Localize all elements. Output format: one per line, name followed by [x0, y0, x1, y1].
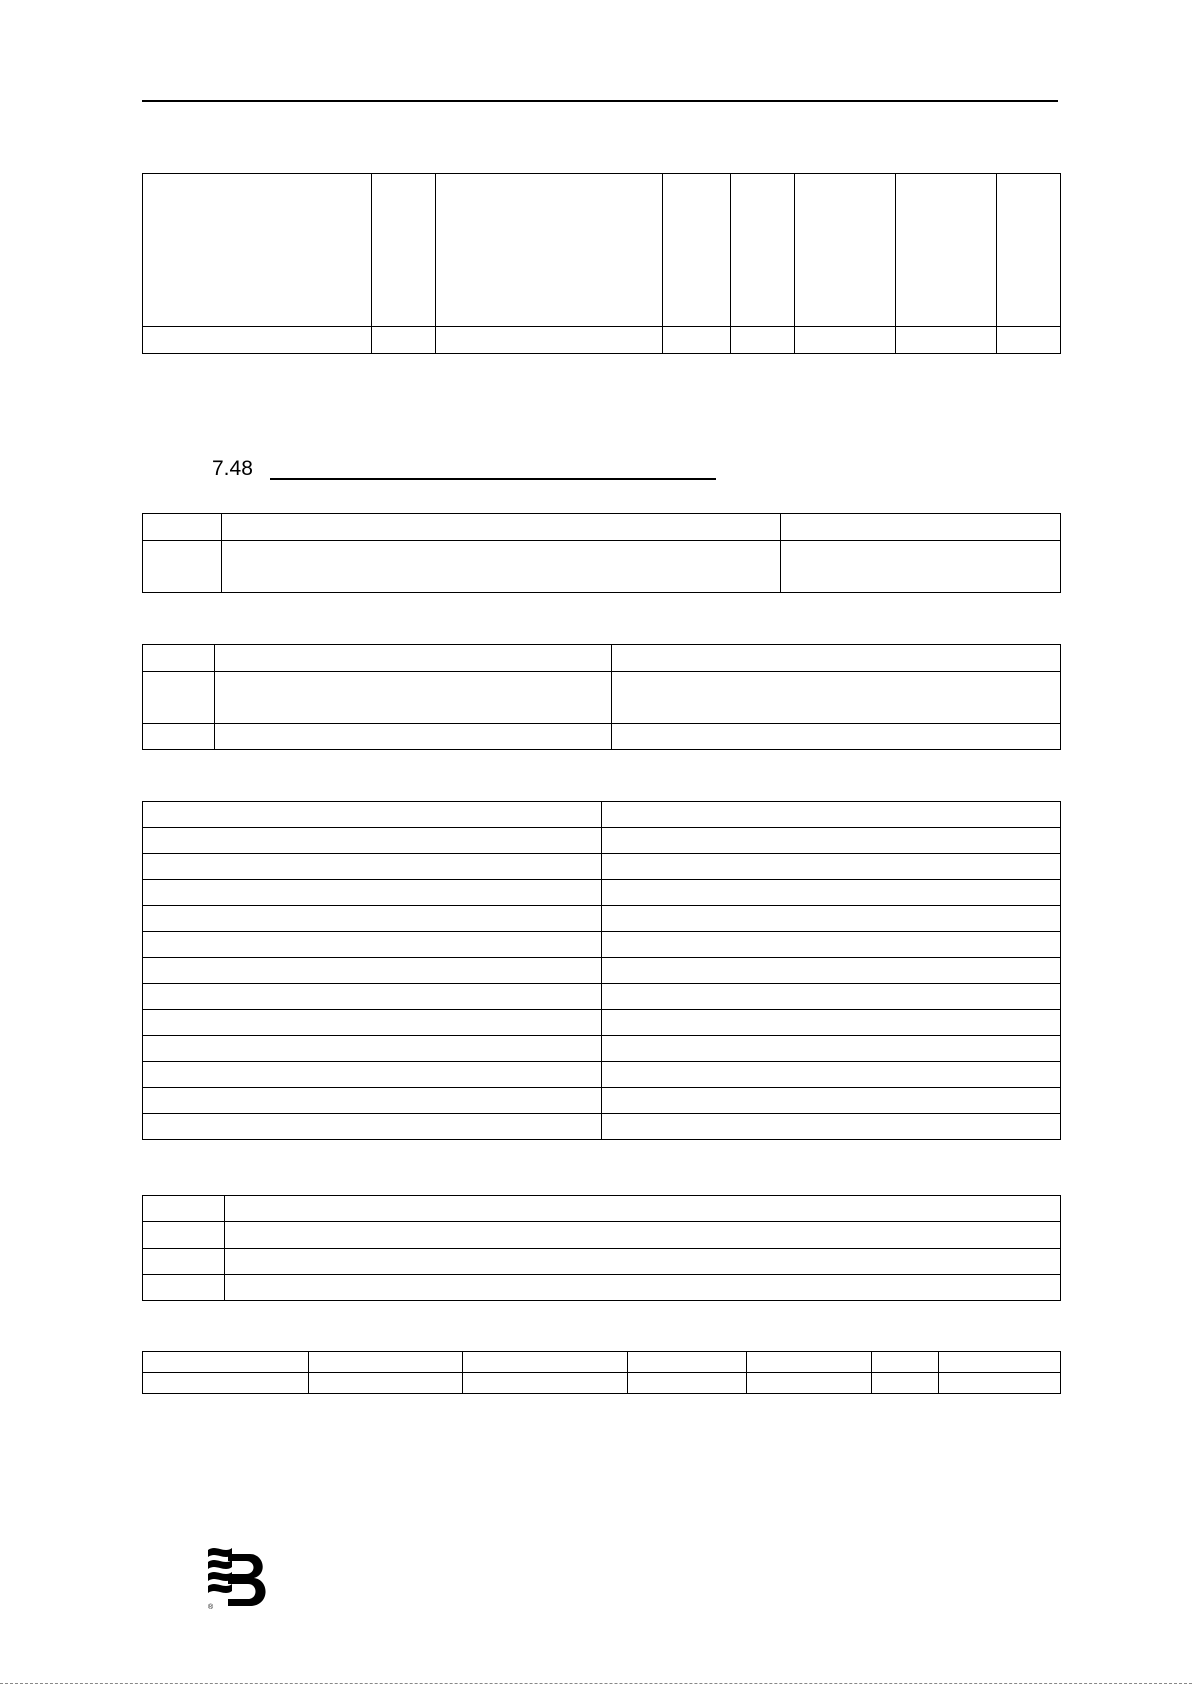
section-number: 7.48 [212, 457, 253, 480]
table-cell [143, 174, 372, 327]
table-cell [372, 174, 436, 327]
table-cell [143, 906, 602, 932]
table-cell [143, 514, 222, 541]
table-cell [143, 1373, 309, 1394]
table-cell [612, 724, 1061, 750]
table-cell [747, 1373, 872, 1394]
table-row [143, 958, 1061, 984]
table-cell [225, 1275, 1061, 1301]
table-cell [939, 1373, 1061, 1394]
table-row [143, 854, 1061, 880]
table-cell [731, 174, 795, 327]
table-cell [143, 541, 222, 593]
table-row [143, 645, 1061, 672]
table-row [143, 724, 1061, 750]
table-row [143, 1352, 1061, 1373]
table-cell [222, 541, 781, 593]
table-cell [602, 828, 1061, 854]
table-cell [896, 327, 997, 354]
table-cell [225, 1196, 1061, 1222]
table-cell [225, 1222, 1061, 1249]
table-cell [872, 1373, 939, 1394]
table-cell [143, 1249, 225, 1275]
table-cell [602, 932, 1061, 958]
table-cell [872, 1352, 939, 1373]
table-cell [143, 1010, 602, 1036]
table-cell [747, 1352, 872, 1373]
table-cell [663, 174, 731, 327]
table-cell [602, 1114, 1061, 1140]
table-cell [143, 802, 602, 828]
table-cell [222, 514, 781, 541]
table-cell [143, 1222, 225, 1249]
table-row [143, 1373, 1061, 1394]
table-cell [143, 932, 602, 958]
table-cell [602, 906, 1061, 932]
table-cell [143, 854, 602, 880]
table-cell [602, 880, 1061, 906]
table-cell [628, 1352, 747, 1373]
table-cell [225, 1249, 1061, 1275]
table-cell [997, 327, 1061, 354]
table-cell [795, 327, 896, 354]
table-cell [602, 958, 1061, 984]
table-cell [663, 327, 731, 354]
table-cell [143, 984, 602, 1010]
table-cell [143, 828, 602, 854]
table-row [143, 1222, 1061, 1249]
table-cell [602, 1036, 1061, 1062]
table-cell [215, 724, 612, 750]
table-cell [143, 1352, 309, 1373]
table-cell [215, 672, 612, 724]
table-cell [372, 327, 436, 354]
table-cell [143, 1088, 602, 1114]
page-bottom-edge [0, 1683, 1192, 1684]
table-row [143, 828, 1061, 854]
wave-b-logo-icon [206, 1544, 272, 1614]
table-cell [143, 880, 602, 906]
header-rule-thin [600, 101, 1058, 102]
table-cell [143, 958, 602, 984]
header-rule [142, 100, 1058, 102]
table-cell [939, 1352, 1061, 1373]
parameter-table-d [142, 1195, 1061, 1301]
table-cell [309, 1352, 463, 1373]
table-row [143, 1249, 1061, 1275]
table-cell [602, 1010, 1061, 1036]
parameter-table-b [142, 644, 1061, 750]
table-row [143, 1114, 1061, 1140]
table-row [143, 1062, 1061, 1088]
table-cell [143, 1062, 602, 1088]
table-cell [463, 1373, 628, 1394]
table-row [143, 1275, 1061, 1301]
table-cell [896, 174, 997, 327]
table-row [143, 1196, 1061, 1222]
table-row [143, 672, 1061, 724]
table-cell [602, 1062, 1061, 1088]
table-cell [997, 174, 1061, 327]
table-row [143, 174, 1061, 327]
table-row [143, 880, 1061, 906]
table-cell [602, 802, 1061, 828]
table-cell [612, 672, 1061, 724]
section-title-underline [270, 478, 716, 480]
table-row [143, 906, 1061, 932]
top-table [142, 173, 1061, 354]
table-row [143, 1036, 1061, 1062]
table-cell [143, 724, 215, 750]
table-cell [143, 1275, 225, 1301]
table-cell [463, 1352, 628, 1373]
table-cell [795, 174, 896, 327]
table-row [143, 1010, 1061, 1036]
registered-mark: ® [208, 1604, 214, 1611]
table-row [143, 514, 1061, 541]
table-cell [143, 1196, 225, 1222]
table-cell [602, 984, 1061, 1010]
table-cell [612, 645, 1061, 672]
table-cell [781, 541, 1061, 593]
parameter-table-a [142, 513, 1061, 593]
table-cell [309, 1373, 463, 1394]
table-cell [215, 645, 612, 672]
table-cell [436, 174, 663, 327]
table-row [143, 327, 1061, 354]
table-cell [143, 327, 372, 354]
table-cell [731, 327, 795, 354]
table-cell [602, 854, 1061, 880]
table-cell [143, 1114, 602, 1140]
table-row [143, 541, 1061, 593]
table-row [143, 802, 1061, 828]
table-cell [628, 1373, 747, 1394]
table-row [143, 932, 1061, 958]
parameter-table-e [142, 1351, 1061, 1394]
table-cell [143, 1036, 602, 1062]
table-cell [781, 514, 1061, 541]
table-cell [143, 645, 215, 672]
table-row [143, 984, 1061, 1010]
table-cell [143, 672, 215, 724]
parameter-table-c [142, 801, 1061, 1140]
table-cell [602, 1088, 1061, 1114]
table-row [143, 1088, 1061, 1114]
table-cell [436, 327, 663, 354]
